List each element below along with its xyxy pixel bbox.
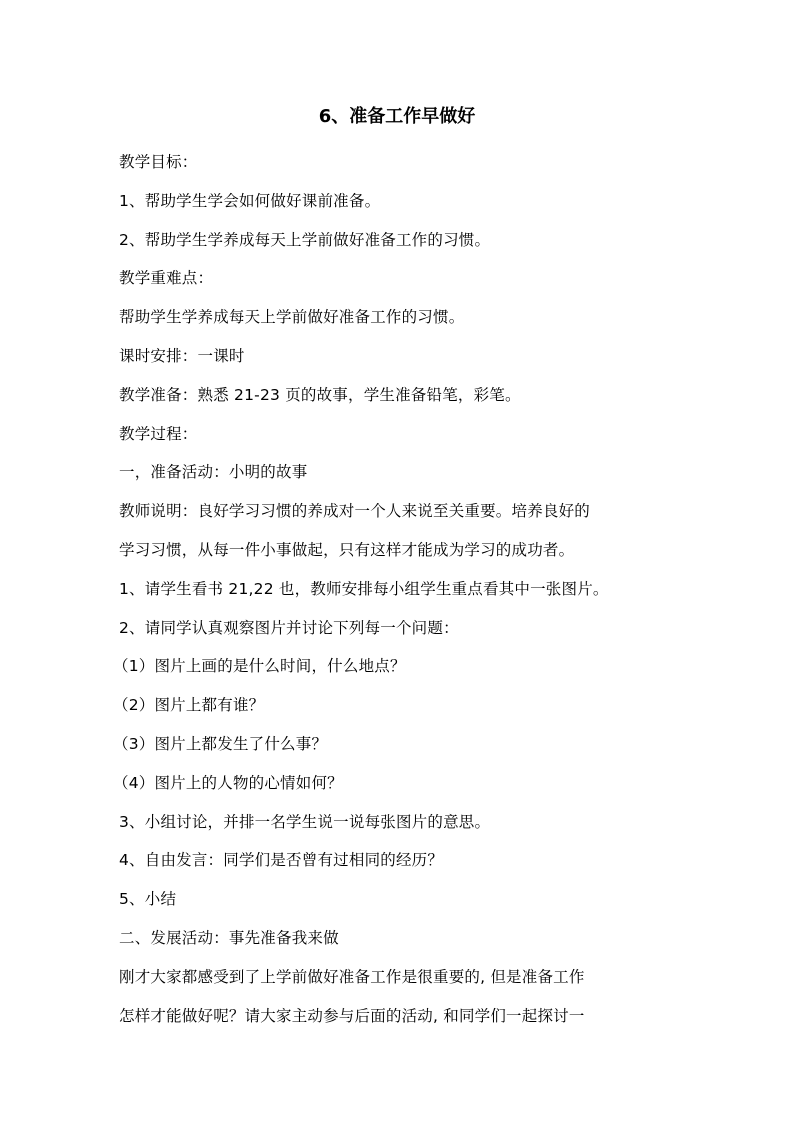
step-item: 5、小结 xyxy=(119,890,177,909)
paragraph-line: 教师说明：良好学习习惯的养成对一个人来说至关重要。培养良好的 xyxy=(119,502,591,521)
question-item: （4）图片上的人物的心情如何？ xyxy=(113,773,343,792)
preparation-text: 教学准备：熟悉 21-23 页的故事，学生准备铅笔，彩笔。 xyxy=(119,385,521,404)
schedule-text: 课时安排：一课时 xyxy=(119,346,245,365)
objective-item: 1、帮助学生学会如何做好课前准备。 xyxy=(119,191,381,210)
paragraph-line: 怎样才能做好呢？请大家主动参与后面的活动, 和同学们一起探讨一 xyxy=(119,1006,585,1025)
step-item: 2、请同学认真观察图片并讨论下列每一个问题： xyxy=(119,618,459,637)
paragraph-line: 刚才大家都感受到了上学前做好准备工作是很重要的, 但是准备工作 xyxy=(119,967,585,986)
question-item: （1）图片上画的是什么时间，什么地点？ xyxy=(113,657,406,676)
step-item: 3、小组讨论，并排一名学生说一说每张图片的意思。 xyxy=(119,812,491,831)
activity-heading: 二、发展活动：事先准备我来做 xyxy=(119,928,339,947)
question-item: （3）图片上都发生了什么事？ xyxy=(113,734,328,753)
section-heading-key-points: 教学重难点： xyxy=(119,269,214,288)
step-item: 4、自由发言：同学们是否曾有过相同的经历？ xyxy=(119,851,444,870)
paragraph-line: 学习习惯，从每一件小事做起，只有这样才能成为学习的成功者。 xyxy=(119,540,575,559)
objective-item: 2、帮助学生学养成每天上学前做好准备工作的习惯。 xyxy=(119,230,491,249)
question-item: （2）图片上都有谁？ xyxy=(113,696,265,715)
page-title: 6、准备工作早做好 xyxy=(318,106,476,127)
section-heading-objectives: 教学目标： xyxy=(119,153,198,171)
document-body xyxy=(113,143,719,1035)
activity-heading: 一，准备活动：小明的故事 xyxy=(119,463,308,482)
key-point-text: 帮助学生学养成每天上学前做好准备工作的习惯。 xyxy=(119,308,465,327)
step-item: 1、请学生看书 21,22 也，教师安排每小组学生重点看其中一张图片。 xyxy=(119,579,609,598)
section-heading-process: 教学过程： xyxy=(119,424,198,443)
